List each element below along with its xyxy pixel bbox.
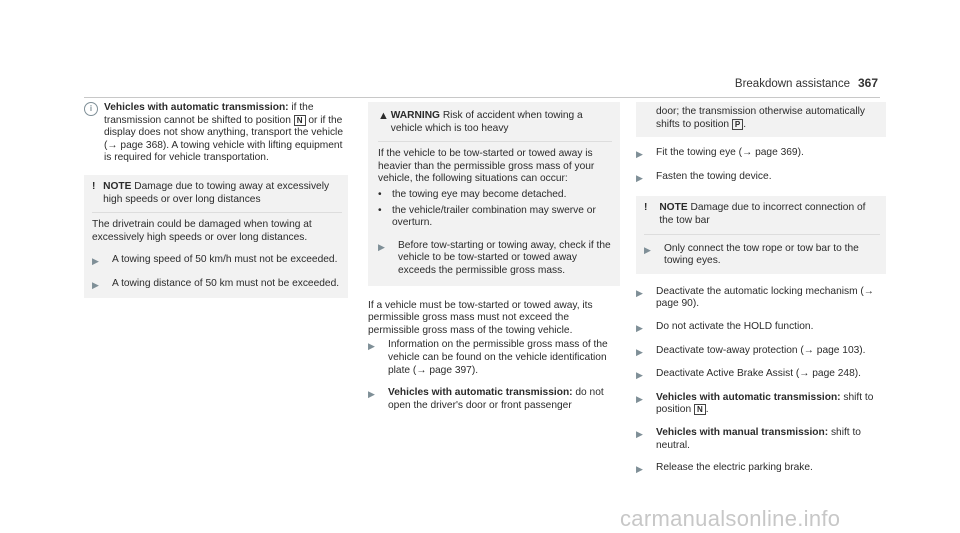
gear-n-key: N <box>694 404 706 415</box>
arrow-icon: ▶ <box>636 322 643 333</box>
info-block: i Vehicles with automatic transmission: if the transmission cannot be shifted to position N or if the display does not show anything, transport the vehicle (→ page 368). A towing vehicle with lifting equipment is required for vehicle transportation. <box>84 102 348 165</box>
arrow-icon: ▶ <box>636 172 643 183</box>
header-rule <box>84 97 880 98</box>
page-number: 367 <box>857 76 878 90</box>
section-title: Breakdown assistance <box>734 78 850 90</box>
page-header <box>735 76 878 90</box>
note-box: ! NOTE Damage due to towing away at excessively high speeds or over long distances The drivetrain could be damaged when towing at excessively high speeds or over long distances. ▶ A towing speed of 50 km/h must not be exceeded. ▶ A towing distance of 50 km must not be exceeded. <box>84 175 348 298</box>
arrow-icon: ▶ <box>636 393 643 404</box>
arrow-icon: ▶ <box>636 346 643 357</box>
warning-icon: ▲ <box>378 110 389 122</box>
note-label: NOTE <box>659 202 688 214</box>
column-1 <box>84 102 348 298</box>
list-item: • the vehicle/trailer combination may swerve or overturn. <box>378 204 596 229</box>
column-2 <box>368 102 620 412</box>
note-box: ! NOTE Damage due to incorrect connection of the tow bar ▶ Only connect the tow rope or tow bar to the towing eyes. <box>636 196 886 273</box>
gear-n-key: N <box>294 115 306 126</box>
step: ▶ Vehicles with automatic transmission: do not open the driver's door or front passenger <box>368 387 604 411</box>
arrow-icon: ▶ <box>644 244 651 255</box>
info-icon: i <box>84 102 98 116</box>
arrow-icon: ▶ <box>368 389 375 400</box>
step: ▶ Fit the towing eye (→ page 369). <box>636 147 804 160</box>
warning-body: If the vehicle to be tow-started or towed away is heavier than the permissible gross mass of your vehicle, the following situations can occur: <box>378 148 595 185</box>
arrow-icon: ▶ <box>636 287 643 298</box>
notice-icon: ! <box>92 180 96 192</box>
list-item: • the towing eye may become detached. <box>378 188 567 200</box>
step: ▶ A towing distance of 50 km must not be exceeded. <box>92 277 340 290</box>
step: ▶ Deactivate Active Brake Assist (→ page 248). <box>636 368 861 381</box>
paragraph: If a vehicle must be tow-started or towed away, its permissible gross mass must not exceed the permissible gross mass of the towing vehicle. <box>368 299 593 336</box>
gear-p-key: P <box>732 119 743 130</box>
column-3 <box>636 102 886 476</box>
step: ▶ Only connect the tow rope or tow bar to the towing eyes. <box>644 242 859 267</box>
note-body: The drivetrain could be damaged when towing at excessively high speeds or over long distances. <box>92 219 312 243</box>
step: ▶ Do not activate the HOLD function. <box>636 320 814 333</box>
warning-label: WARNING <box>390 110 440 121</box>
info-bold: Vehicles with automatic transmission: <box>104 102 289 113</box>
notice-icon: ! <box>644 202 648 214</box>
arrow-icon: ▶ <box>636 370 643 381</box>
arrow-icon: ▶ <box>368 341 375 352</box>
step: ▶ Vehicles with manual transmission: shift to neutral. <box>636 426 861 451</box>
arrow-icon: ▶ <box>636 464 643 475</box>
step: ▶ Deactivate the automatic locking mechanism (→ page 90). <box>636 285 874 310</box>
warning-box: ▲ WARNING Risk of accident when towing a vehicle which is too heavy If the vehicle to be tow-started or towed away is heavier than the permissible gross mass of your vehicle, the following situations can occur: • the towing eye may become detached. • the vehicle/trailer combination may swerve or overturn. ▶ Before tow-starting or towing away, check if the vehicle to be tow-started or towed away exceeds the permissible gross mass. <box>368 102 620 286</box>
arrow-icon: ▶ <box>92 256 99 267</box>
step: ▶ Before tow-starting or towing away, check if the vehicle to be tow-started or towed away exceeds the permissible gross mass. <box>378 239 611 276</box>
arrow-icon: ▶ <box>636 149 643 160</box>
step: ▶ Deactivate tow-away protection (→ page 103). <box>636 344 866 357</box>
step: ▶ Fasten the towing device. <box>636 170 772 183</box>
arrow-icon: ▶ <box>92 279 99 290</box>
step: ▶ Information on the permissible gross mass of the vehicle can be found on the vehicle identification plate (→ page 397). <box>368 339 608 376</box>
watermark: carmanualsonline.info <box>620 506 841 531</box>
step: ▶ A towing speed of 50 km/h must not be exceeded. <box>92 254 338 267</box>
step: ▶ Release the electric parking brake. <box>636 462 813 475</box>
step: ▶ Vehicles with automatic transmission: shift to position N . <box>636 391 874 416</box>
arrow-icon: ▶ <box>378 241 385 252</box>
continued-step: door; the transmission otherwise automatically shifts to position P . <box>636 102 886 137</box>
arrow-icon: ▶ <box>636 428 643 439</box>
note-label: NOTE <box>103 180 132 192</box>
